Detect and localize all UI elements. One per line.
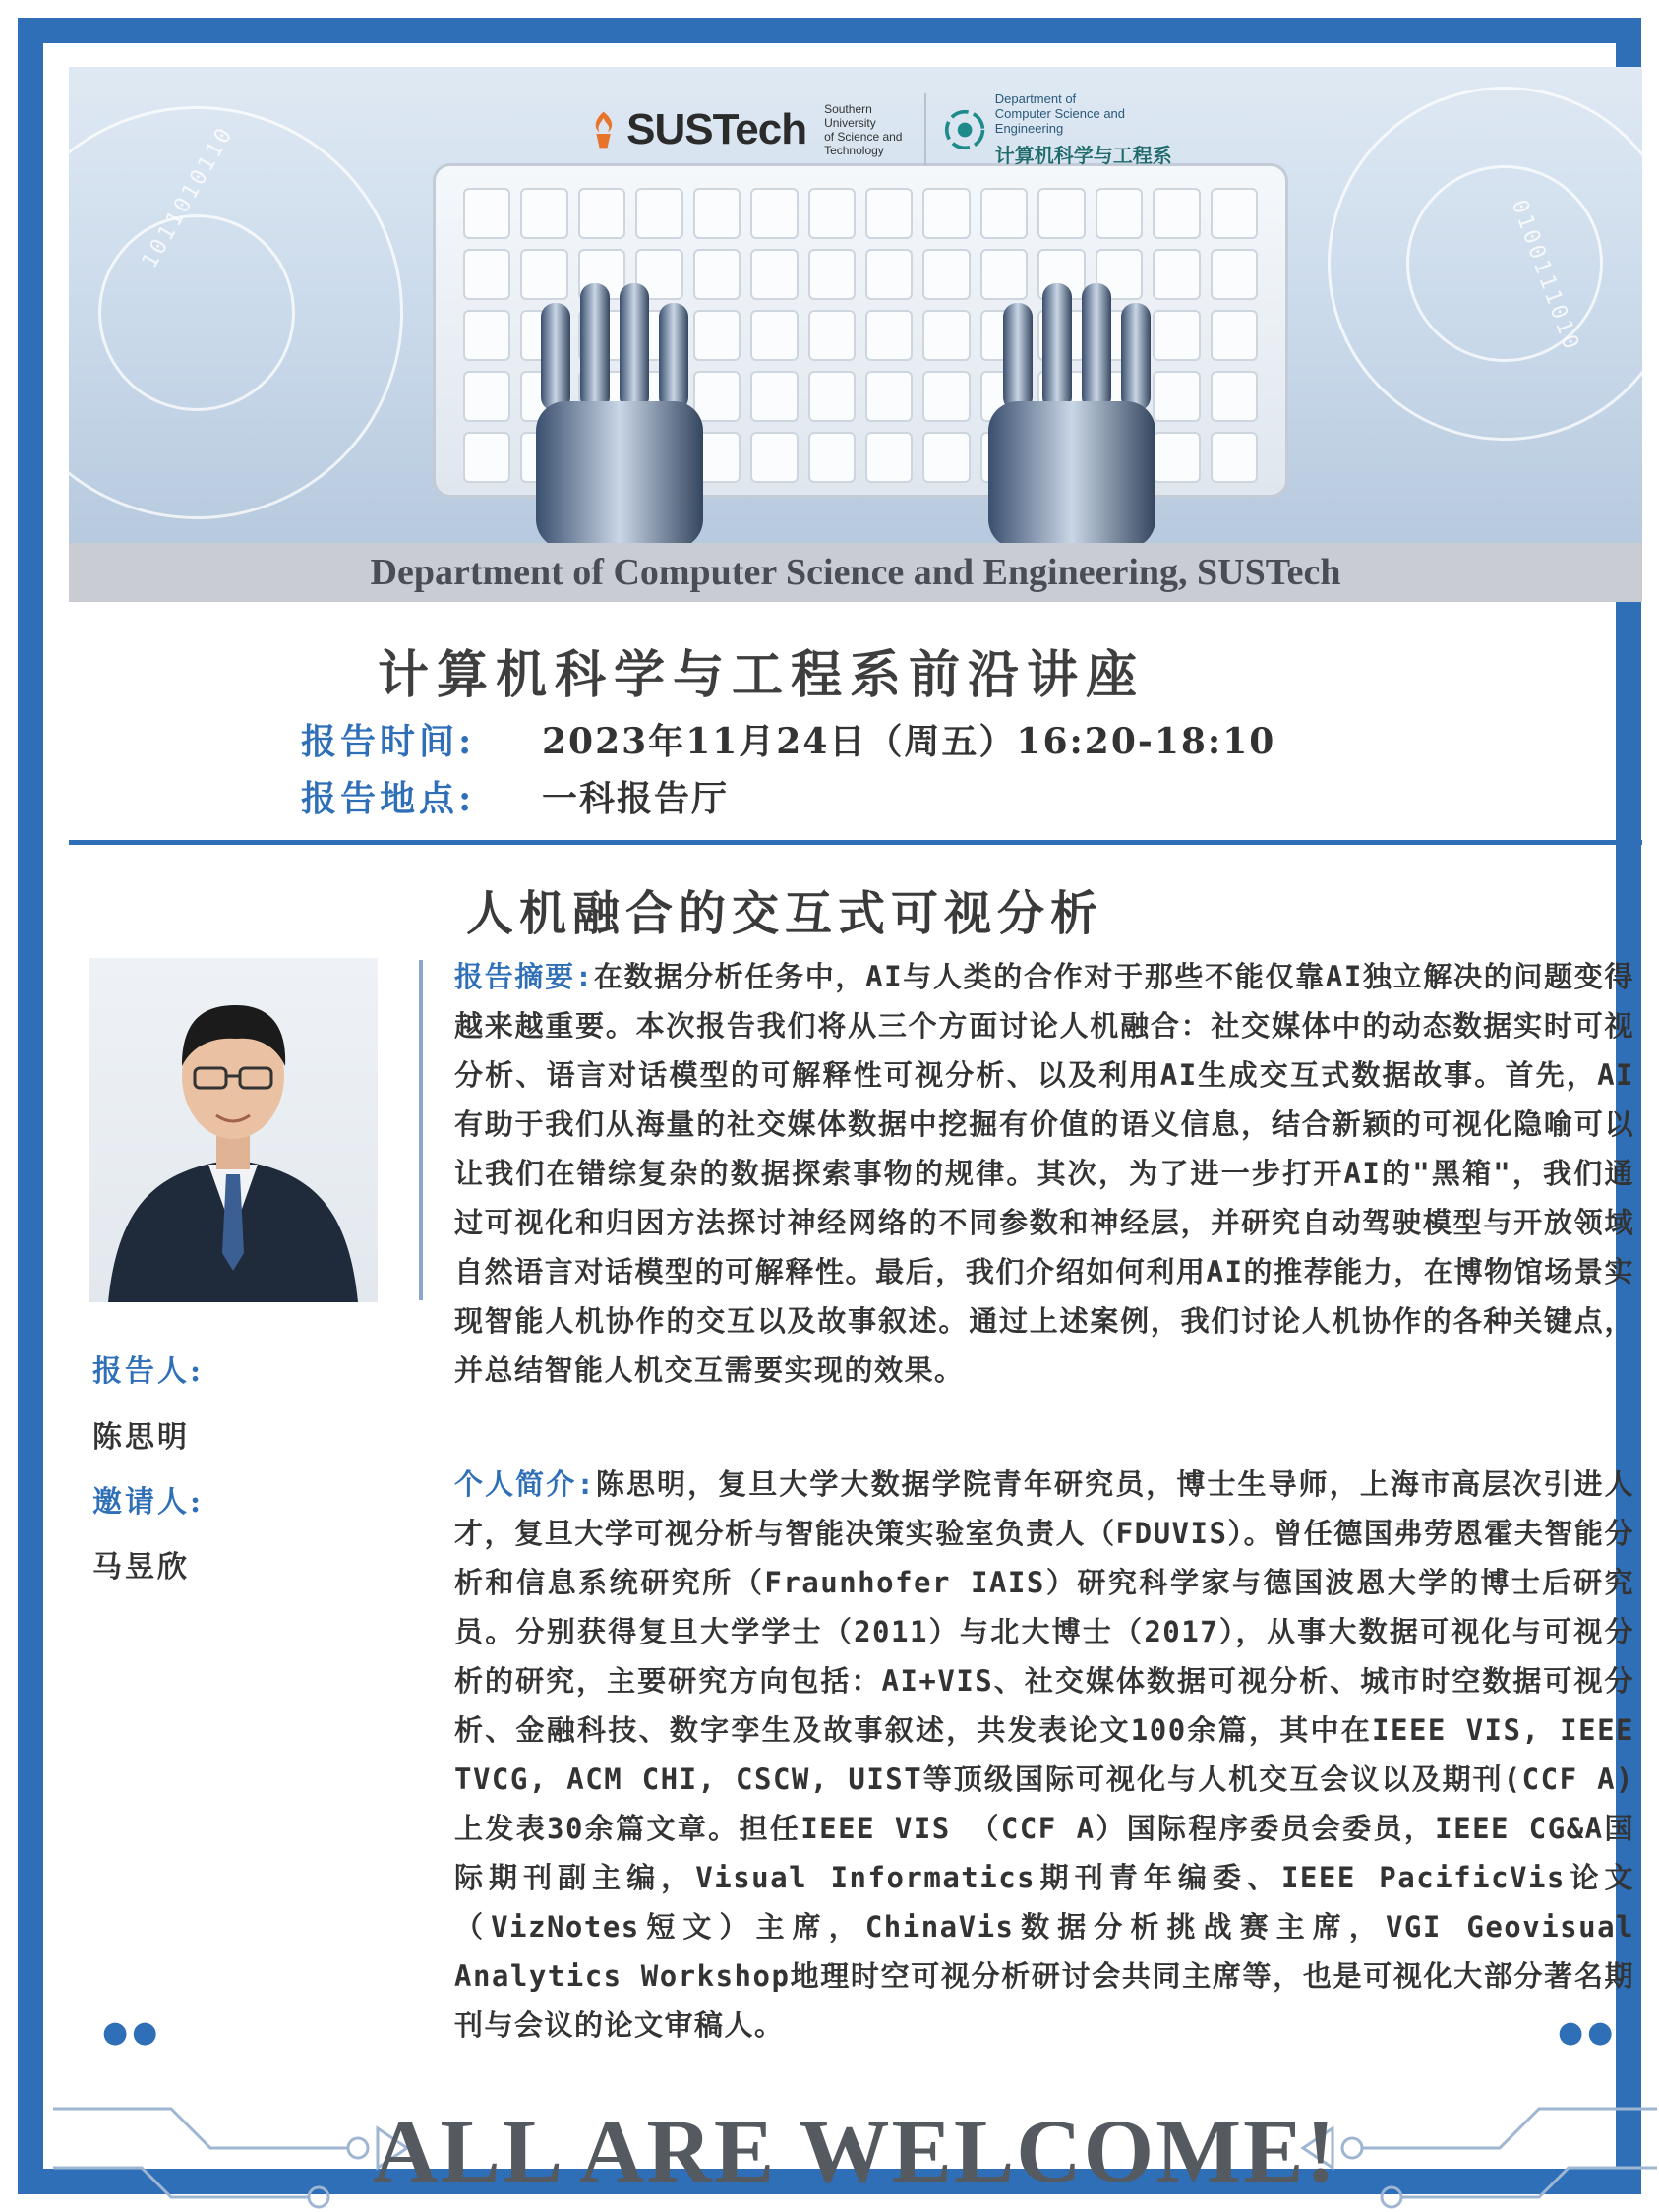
speaker-portrait-icon [89, 958, 378, 1302]
keyboard-key [1211, 310, 1258, 361]
keyboard-key [578, 188, 625, 239]
speaker-name: 陈思明 [92, 1420, 190, 1455]
sustech-subtitle: Southern University of Science and Technology [824, 102, 903, 157]
dots-decoration-right: ●● [1558, 2015, 1618, 2050]
keyboard-key [1211, 188, 1258, 239]
keyboard-key [1211, 432, 1258, 483]
keyboard-key [693, 188, 741, 239]
keyboard-key [865, 249, 913, 300]
robot-hand-right-icon [954, 283, 1170, 549]
sustech-torch-icon [590, 105, 617, 154]
keyboard-key [750, 371, 798, 422]
binary-text-right: 0100111010 [1506, 196, 1584, 356]
time-row [301, 714, 1275, 764]
binary-text-left: 1011010110 [137, 121, 239, 273]
poster-frame [18, 18, 1641, 2201]
keyboard-key [865, 188, 913, 239]
dept-strip: Department of Computer Science and Engineering, SUSTech [69, 543, 1642, 602]
keyboard-key [1096, 188, 1143, 239]
keyboard-key [808, 432, 856, 483]
keyboard-key [463, 249, 510, 300]
abstract-paragraph [454, 952, 1634, 1395]
keyboard-key [808, 371, 856, 422]
keyboard-key [922, 188, 970, 239]
sustech-logo [590, 102, 907, 157]
time-label: 报告时间: [301, 721, 476, 762]
speaker-photo [89, 958, 378, 1302]
keyboard-key [750, 188, 798, 239]
keyboard-key [463, 310, 510, 361]
robot-hand-left-icon [521, 283, 738, 549]
keyboard-key [750, 310, 798, 361]
time-value: 2023年11月24日（周五）16:20-18:10 [542, 721, 1276, 762]
place-label: 报告地点: [301, 778, 476, 819]
keyboard-key [808, 249, 856, 300]
keyboard-key [865, 371, 913, 422]
dept-emblem-icon [944, 107, 985, 152]
bio-paragraph [454, 1460, 1634, 2050]
sustech-word-b: ech [735, 105, 807, 153]
speaker-label: 报告人: [92, 1354, 205, 1389]
keyboard-key [750, 432, 798, 483]
place-row [301, 771, 729, 821]
dept-en-line1: Department of [994, 91, 1077, 106]
logo-divider [924, 93, 926, 166]
logo-bar [590, 85, 1180, 175]
welcome-banner: ALL ARE WELCOME! [372, 2101, 1338, 2201]
talk-title: 人机融合的交互式可视分析 [466, 886, 1104, 941]
section-divider [69, 840, 1642, 845]
keyboard-key [1211, 249, 1258, 300]
place-value: 一科报告厅 [542, 778, 730, 819]
keyboard-key [750, 249, 798, 300]
bio-text: 陈思明，复旦大学大数据学院青年研究员，博士生导师，上海市高层次引进人才，复旦大学可视分析与智能决策实验室负责人（FDUVIS）。曾任德国弗劳恩霍夫智能分析和信息系统研究所（Fraunhofer IAIS）研究科学家与德国波恩大学的博士后研究员。分别获得复旦大学学士（2011）与北大博士（2017），从事大数据可视化与可视分析的研究，主要研究方向包括：AI+VIS、社交媒体数据可视分析、城市时空数据可视分析、金融科技、数字孪生及故事叙述，共发表论文100余篇，其中在IEEE VIS, IEEE TVCG, ACM CHI, CSCW, UIST等顶级国际可视化与人机交互会议以及期刊(CCF A)上发表30余篇文章。担任IEEE VIS （CCF A）国际程序委员会委员，IEEE CG&A国际期刊副主编，Visual Informatics期刊青年编委、IEEE PacificVis论文（VizNotes短文）主席，ChinaVis数据分析挑战赛主席，VGI Geovisual Analytics Workshop地理时空可视分析研讨会共同主席等，也是可视化大部分著名期刊与会议的论文审稿人。 [454, 1467, 1634, 2042]
keyboard-key [865, 432, 913, 483]
keyboard-key [865, 310, 913, 361]
inviter-label: 邀请人: [92, 1485, 205, 1520]
vertical-accent-line [419, 960, 423, 1300]
dept-cn-name: 计算机科学与工程系 [994, 144, 1172, 167]
keyboard-key [635, 188, 682, 239]
keyboard-key [1211, 371, 1258, 422]
inviter-name: 马昱欣 [92, 1550, 190, 1584]
keyboard-key [463, 371, 510, 422]
sustech-word-a: SUST [626, 105, 736, 153]
keyboard-key [980, 188, 1028, 239]
keyboard-key [463, 188, 510, 239]
dots-decoration-left: ●● [102, 2015, 162, 2050]
keyboard-key [808, 188, 856, 239]
deco-ring [98, 214, 295, 411]
bio-label: 个人简介: [454, 1467, 596, 1501]
banner-image [69, 67, 1642, 549]
dept-logo [944, 91, 1180, 168]
abstract-label: 报告摘要: [454, 960, 594, 993]
keyboard-key [1037, 188, 1085, 239]
keyboard-key [463, 432, 510, 483]
keyboard-key [1153, 188, 1200, 239]
keyboard-key [520, 188, 567, 239]
dept-en-line2: Computer Science and Engineering [994, 106, 1126, 136]
abstract-text: 在数据分析任务中，AI与人类的合作对于那些不能仅靠AI独立解决的问题变得越来越重要。本次报告我们将从三个方面讨论人机融合：社交媒体中的动态数据实时可视分析、语言对话模型的可解释性可视分析、以及利用AI生成交互式数据故事。首先，AI有助于我们从海量的社交媒体数据中挖掘有价值的语义信息，结合新颖的可视化隐喻可以让我们在错综复杂的数据探索事物的规律。其次，为了进一步打开AI的"黑箱"，我们通过可视化和归因方法探讨神经网络的不同参数和神经层，并研究自动驾驶模型与开放领域自然语言对话模型的可解释性。最后，我们介绍如何利用AI的推荐能力，在博物馆场景实现智能人机协作的交互以及故事叙述。通过上述案例，我们讨论人机协作的各种关键点，并总结智能人机交互需要实现的效果。 [454, 960, 1634, 1387]
series-title: 计算机科学与工程系前沿讲座 [378, 645, 1146, 705]
keyboard-key [808, 310, 856, 361]
